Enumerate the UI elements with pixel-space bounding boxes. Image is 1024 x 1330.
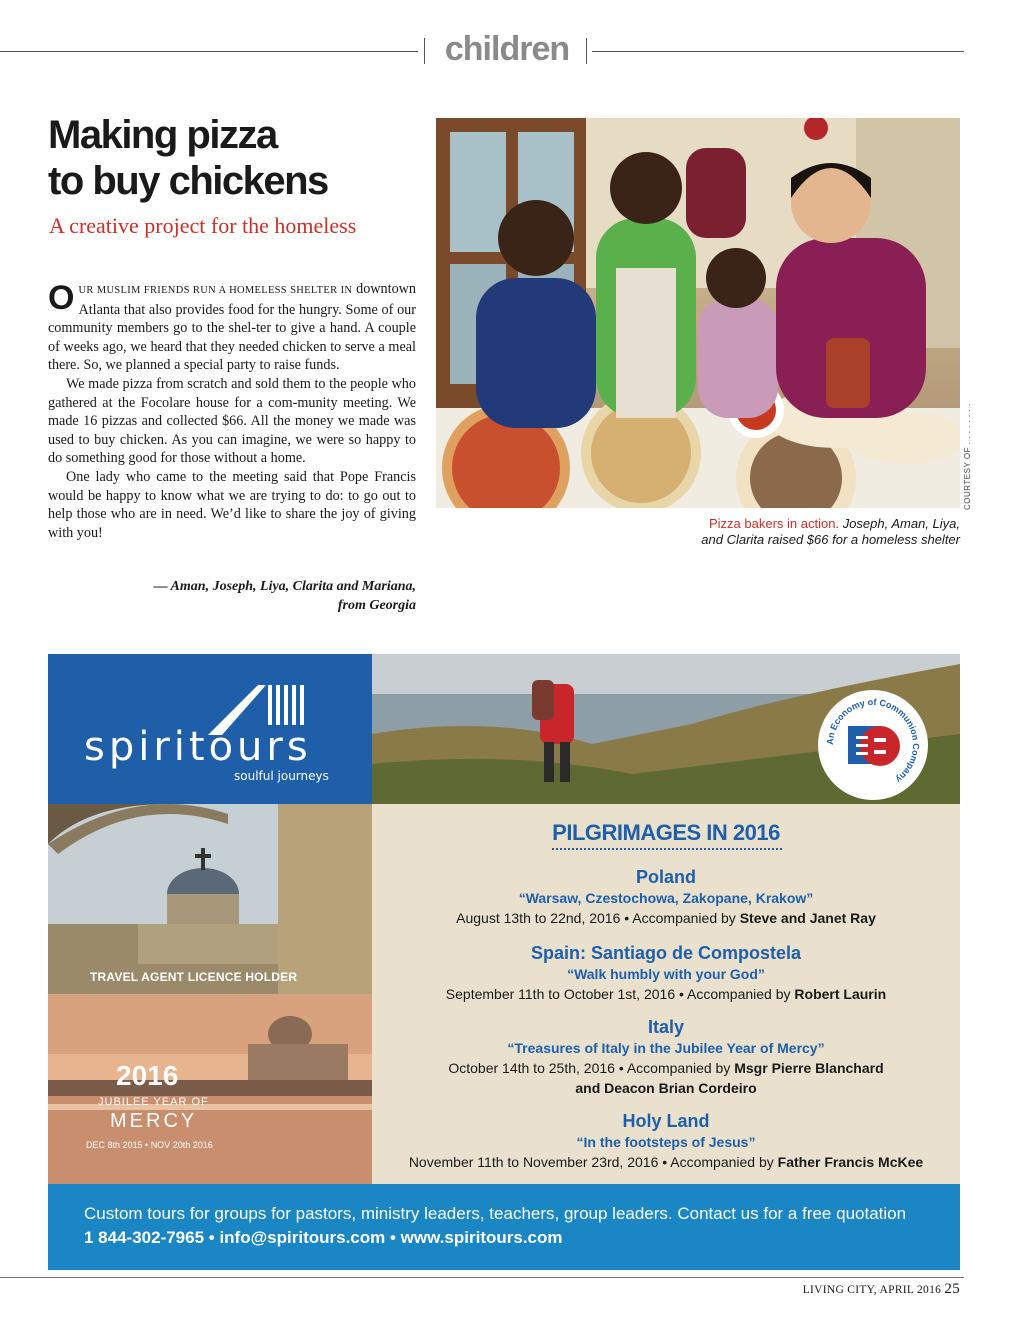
eoc-arc-text: An Economy of Communion Company: [824, 696, 922, 785]
trip-guide: Msgr Pierre Blanchard: [734, 1060, 884, 1076]
trip-place: Spain: Santiago de Compostela: [530, 943, 802, 963]
trip-italy: [372, 1016, 960, 1098]
header-rule-right: [592, 51, 964, 52]
jerusalem-photo: [48, 804, 372, 994]
licence-label: TRAVEL AGENT LICENCE HOLDER: [90, 970, 298, 984]
caption-line-1-rest: Joseph, Aman, Liya,: [842, 516, 960, 531]
article-signature: [48, 578, 416, 615]
heading-rule: [552, 848, 782, 850]
trip-place: Italy: [647, 1017, 685, 1037]
signature-line-2: from Georgia: [337, 597, 416, 613]
trip-dates-text: November 11th to November 23rd, 2016 • Accompanied by: [408, 1154, 774, 1170]
drop-cap: O: [48, 279, 75, 317]
signature-line-1: — Aman, Joseph, Liya, Clarita and Mariana,: [153, 579, 416, 594]
photo-credit-text: COURTESY OF . . . . . . . .: [963, 403, 972, 510]
trip-spain: [372, 942, 960, 1004]
caption-lead: Pizza bakers in action.: [708, 516, 840, 531]
pilgrimages-heading: PILGRIMAGES IN 2016: [552, 820, 780, 845]
header-rule-left: [0, 51, 418, 52]
article-subhead: A creative project for the homeless: [49, 213, 357, 238]
paragraph-1-text: downtown Atlanta that also provides food for the hungry. Some of our community members go to the shel-ter to give a hand. A couple of weeks ago, we heard that they needed chicken to serve a meal there. So, we planned a special party to raise funds.: [48, 281, 416, 374]
eoc-icon: [818, 690, 928, 800]
ad-brand: spiritours: [84, 724, 312, 770]
trip-dates: [372, 1058, 960, 1078]
photo-caption: [640, 516, 960, 548]
trip-dates: [372, 908, 960, 928]
jubilee-year: 2016: [116, 1060, 179, 1091]
ad-contact-line-2: 1 844-302-7965 • info@spiritours.com • www.spiritours.com: [84, 1228, 563, 1247]
photo-illustration: [436, 118, 960, 508]
trip-dates-text: August 13th to 22nd, 2016 • Accompanied by: [456, 910, 736, 926]
jubilee-label: JUBILEE YEAR OF: [98, 1096, 209, 1108]
paragraph-2: We made pizza from scratch and sold them to the people who gathered at the Focolare house for a com-munity meeting. We made 16 pizzas and collected $66. All the money we made was used to buy chicken. As you can imagine, we were so happy to do something good for those without a home.: [48, 375, 416, 467]
ad-tagline: soulful journeys: [234, 769, 329, 783]
trip-dates: [372, 984, 960, 1004]
header-tick-right: [586, 38, 587, 64]
economy-of-communion-logo: [818, 690, 928, 800]
caption-line-1: [640, 516, 960, 532]
footer-rule: [0, 1277, 964, 1278]
paragraph-3: One lady who came to the meeting said that Pope Francis would be happy to know what we are trying to do: to go out to help those who are in need. We’d like to share the joy of giving with you!: [48, 468, 416, 541]
headline-line-2: to buy chickens: [48, 159, 328, 203]
mercy-label: MERCY: [110, 1110, 198, 1132]
spiritours-advertisement: [48, 654, 960, 1270]
ad-contact-line-1: Custom tours for groups for pastors, ministry leaders, teachers, group leaders. Contact us for a free quotation: [84, 1204, 907, 1223]
ad-contact-bar: [48, 1184, 960, 1270]
section-header: [0, 30, 1024, 70]
headline-line-1: Making pizza: [48, 113, 277, 157]
rome-photo: [48, 994, 372, 1184]
header-tick-left: [424, 38, 425, 64]
trip-guide: Robert Laurin: [794, 986, 887, 1002]
folio: [803, 1281, 960, 1298]
publication-name: LIVING CITY, APRIL 2016: [802, 1284, 942, 1296]
trip-theme: “In the footsteps of Jesus”: [576, 1134, 756, 1150]
ad-logo-panel: [48, 654, 372, 804]
trip-poland: [372, 866, 960, 928]
photo-credit: [962, 403, 976, 510]
trip-guide-2: and Deacon Brian Cordeiro: [575, 1080, 757, 1096]
trip-dates-text: October 14th to 25th, 2016 • Accompanied by: [448, 1060, 731, 1076]
pizza-bakers-photo: [436, 118, 960, 508]
jubilee-dates: DEC 8th 2015 • NOV 20th 2016: [86, 1140, 213, 1150]
trip-theme: “Walk humbly with your God”: [567, 966, 765, 982]
trip-guide: Steve and Janet Ray: [739, 910, 876, 926]
trip-theme: “Treasures of Italy in the Jubilee Year of Mercy”: [507, 1040, 825, 1056]
trip-dates-text: September 11th to October 1st, 2016 • Accompanied by: [445, 986, 791, 1002]
caption-line-2: and Clarita raised $66 for a homeless shelter: [701, 532, 960, 547]
trip-holy-land: [372, 1110, 960, 1172]
trip-place: Poland: [635, 867, 696, 887]
trip-dates: [372, 1152, 960, 1172]
section-label: children: [444, 30, 570, 68]
lead-smallcaps: UR MUSLIM FRIENDS RUN A HOMELESS SHELTER IN: [78, 285, 353, 296]
paragraph-1: [48, 280, 416, 375]
page-number: 25: [944, 1281, 960, 1297]
trip-theme: “Warsaw, Czestochowa, Zakopane, Krakow”: [518, 890, 814, 906]
article-headline: [48, 112, 428, 204]
article-body: [48, 280, 416, 542]
trip-guide: Father Francis McKee: [777, 1154, 924, 1170]
pilgrimage-list: [372, 804, 960, 1184]
trip-place: Holy Land: [622, 1111, 710, 1131]
trip-guide-line-2: [372, 1078, 960, 1098]
